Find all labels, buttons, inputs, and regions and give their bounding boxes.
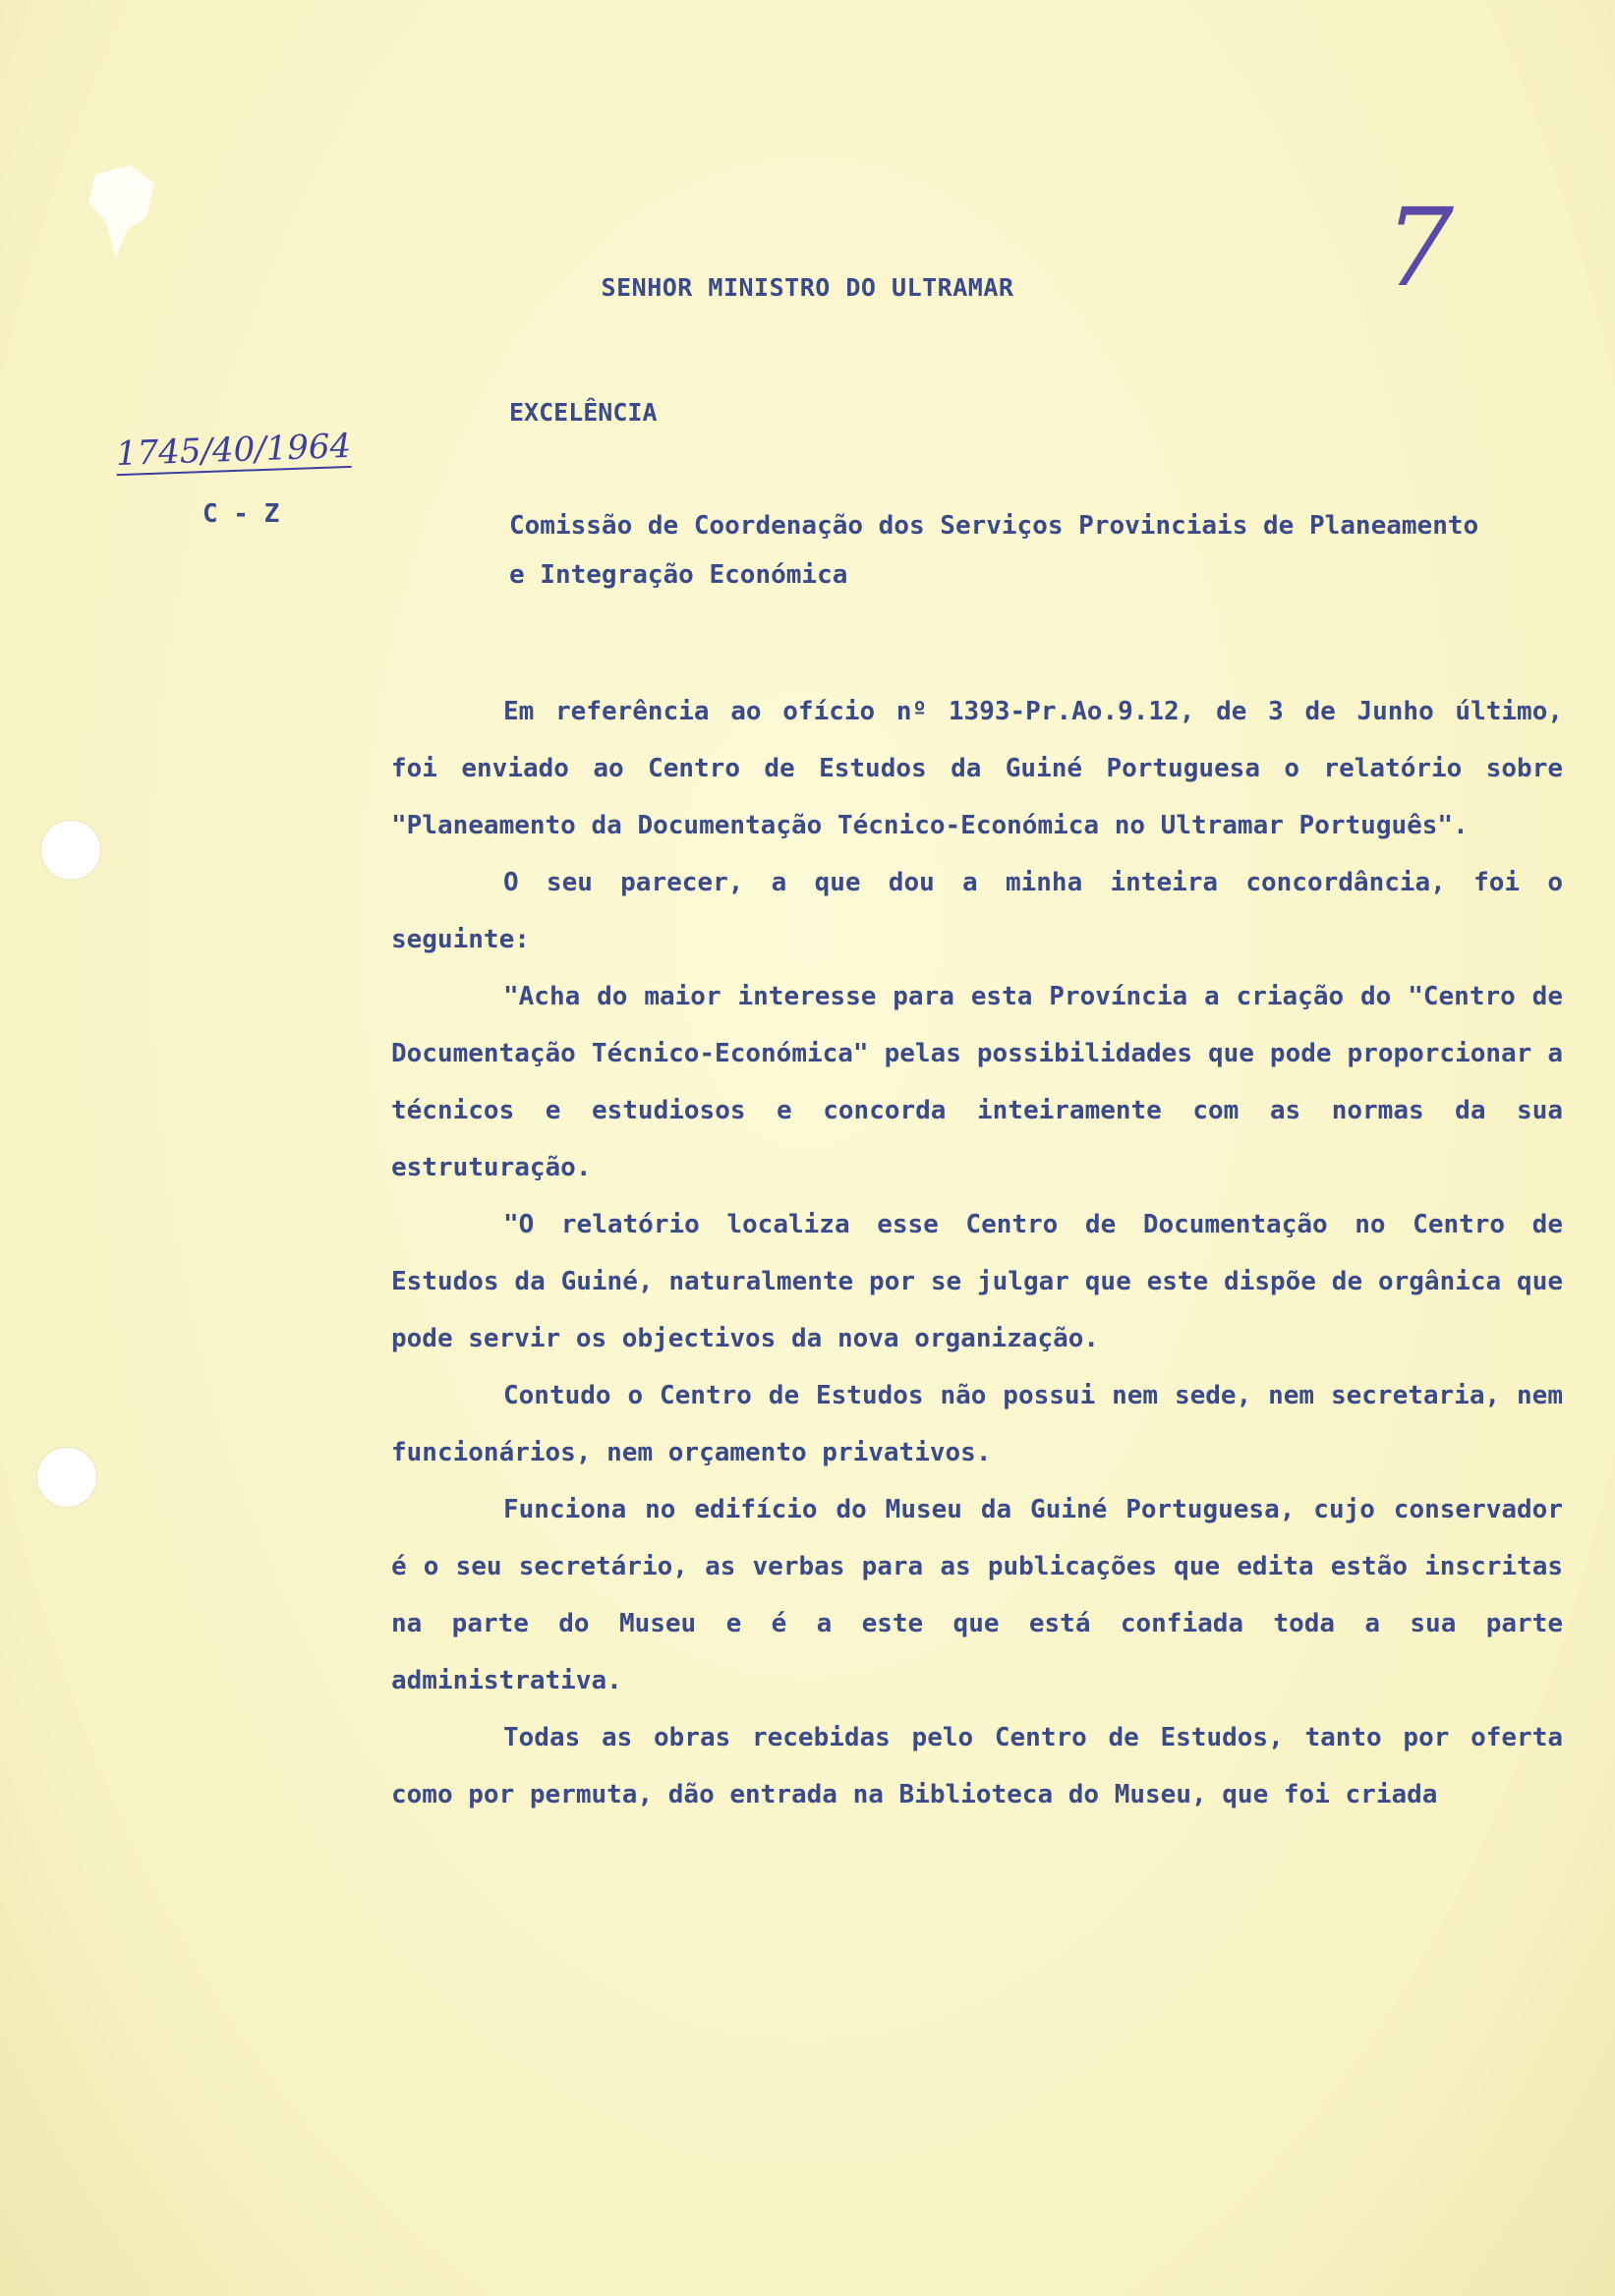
subject-line: Comissão de Coordenação dos Serviços Provinciais de Planeamento e Integração Económica — [509, 511, 1479, 590]
handwritten-reference-number: 1745/40/1964 — [115, 426, 352, 475]
punch-hole-top — [41, 821, 100, 880]
handwritten-page-mark: 7 — [1370, 185, 1467, 311]
paragraph-6: Funciona no edifício do Museu da Guiné Portuguesa, cujo conservador é o seu secretário, as verbas para as publicações que edita estão inscritas na parte do Museu e é a este que está confiada toda a sua parte administrativa. — [391, 1495, 1563, 1695]
greeting: EXCELÊNCIA — [509, 398, 658, 427]
document-heading: SENHOR MINISTRO DO ULTRAMAR — [601, 273, 1014, 302]
paragraph-4: "O relatório localiza esse Centro de Documentação no Centro de Estudos da Guiné, naturalmente por se julgar que este dispõe de orgânica que pode servir os objectivos da nova organização. — [391, 1210, 1563, 1353]
letter-body — [391, 683, 1563, 1823]
paragraph-2: O seu parecer, a que dou a minha inteira concordância, foi o seguinte: — [391, 868, 1563, 954]
reference-code: C - Z — [202, 499, 280, 529]
paragraph-7: Todas as obras recebidas pelo Centro de Estudos, tanto por oferta como por permuta, dão entrada na Biblioteca do Museu, que foi criada — [391, 1723, 1563, 1809]
paragraph-1: Em referência ao ofício nº 1393-Pr.Ao.9.12, de 3 de Junho último, foi enviado ao Centro de Estudos da Guiné Portuguesa o relatório sobre "Planeamento da Documentação Técnico-Económica no Ultramar Português". — [391, 697, 1563, 840]
paragraph-5: Contudo o Centro de Estudos não possui nem sede, nem secretaria, nem funcionários, nem orçamento privativos. — [391, 1381, 1563, 1467]
paragraph-3: "Acha do maior interesse para esta Província a criação do "Centro de Documentação Técnico-Económica" pelas possibilidades que pode proporcionar a técnicos e estudiosos e concorda inteiramente com as normas da sua estruturação. — [391, 982, 1563, 1182]
paper-tear — [88, 165, 157, 258]
punch-hole-bottom — [37, 1448, 96, 1507]
